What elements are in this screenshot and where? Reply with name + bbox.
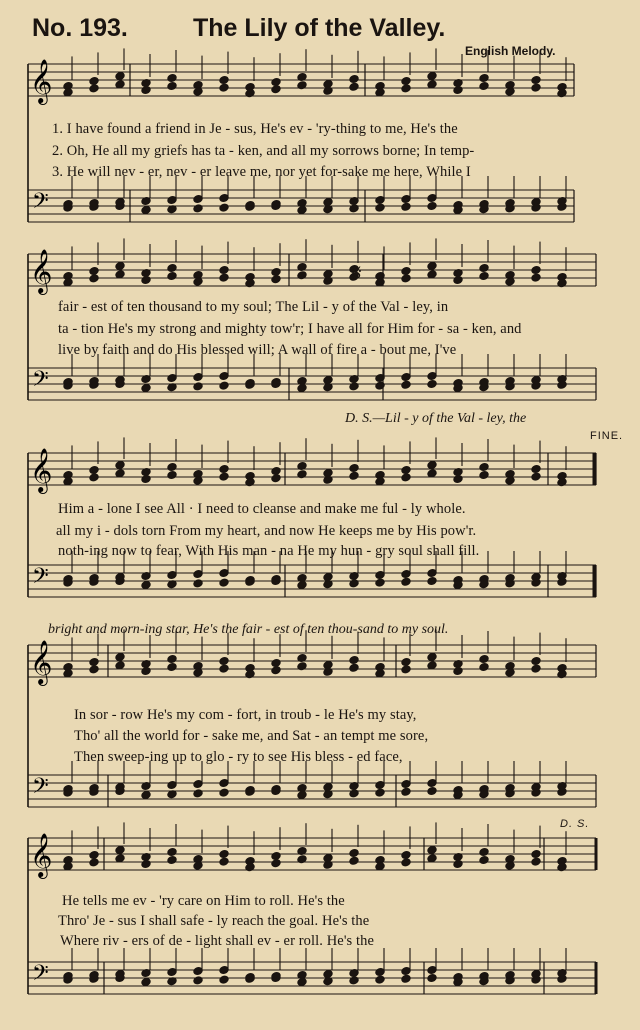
segno-icon: 𝄋 — [352, 260, 362, 285]
lyric-line: Tho' all the world for - sake me, and Sat - an tempt me sore, — [74, 728, 429, 744]
svg-text:𝄞: 𝄞 — [30, 640, 53, 684]
lyric-line: fair - est of ten thousand to my soul; The Lil - y of the Val - ley, in — [58, 299, 449, 315]
svg-text:𝄢: 𝄢 — [32, 961, 49, 991]
tune-credit: English Melody. — [465, 44, 556, 58]
ds-text: bright and morn-ing star, He's the fair - est of ten thou-sand to my soul. — [48, 622, 449, 637]
ds-text: D. S.—Lil - y of the Val - ley, the — [345, 411, 527, 426]
svg-text:𝄢: 𝄢 — [32, 367, 49, 397]
svg-text:𝄢: 𝄢 — [32, 774, 49, 804]
hymn-number: No. 193. — [32, 14, 128, 42]
svg-text:𝄢: 𝄢 — [32, 564, 49, 594]
lyric-line: live by faith and do His blessed will; A wall of fire a - bout me, I've — [58, 342, 457, 358]
lyric-line: He tells me ev - 'ry care on Him to roll. He's the — [62, 893, 345, 909]
lyric-line: ta - tion He's my strong and mighty tow'r; I have all for Him for - sa - ken, and — [58, 321, 522, 337]
lyric-line: 1. I have found a friend in Je - sus, He's ev - 'ry-thing to me, He's the — [52, 121, 458, 137]
lyric-line: 2. Oh, He all my griefs has ta - ken, and all my sorrows borne; In temp- — [52, 143, 475, 159]
svg-text:𝄞: 𝄞 — [30, 833, 53, 877]
lyric-line: 3. He will nev - er, nev - er leave me, nor yet for-sake me here, While I — [52, 164, 471, 180]
lyric-line: Then sweep-ing up to glo - ry to see His bless - ed face, — [74, 749, 403, 765]
fine-mark: FINE. — [590, 430, 624, 442]
lyric-line: all my i - dols torn From my heart, and now He keeps me by His pow'r. — [56, 523, 477, 539]
lyric-line: Where riv - ers of de - light shall ev - er roll. He's the — [60, 933, 375, 949]
lyric-line: noth-ing now to fear, With His man - na He my hun - gry soul shall fill. — [58, 543, 480, 559]
svg-text:𝄞: 𝄞 — [30, 249, 53, 293]
ds-mark: D. S. — [560, 818, 590, 830]
hymn-title: The Lily of the Valley. — [193, 14, 446, 42]
svg-text:𝄞: 𝄞 — [30, 448, 53, 492]
lyric-line: Him a - lone I see All · I need to cleanse and make me ful - ly whole. — [58, 501, 466, 517]
lyric-line: In sor - row He's my com - fort, in troub - le He's my stay, — [74, 707, 417, 723]
svg-text:𝄞: 𝄞 — [30, 59, 53, 103]
lyric-line: Thro' Je - sus I shall safe - ly reach the goal. He's the — [58, 913, 370, 929]
svg-text:𝄢: 𝄢 — [32, 189, 49, 219]
